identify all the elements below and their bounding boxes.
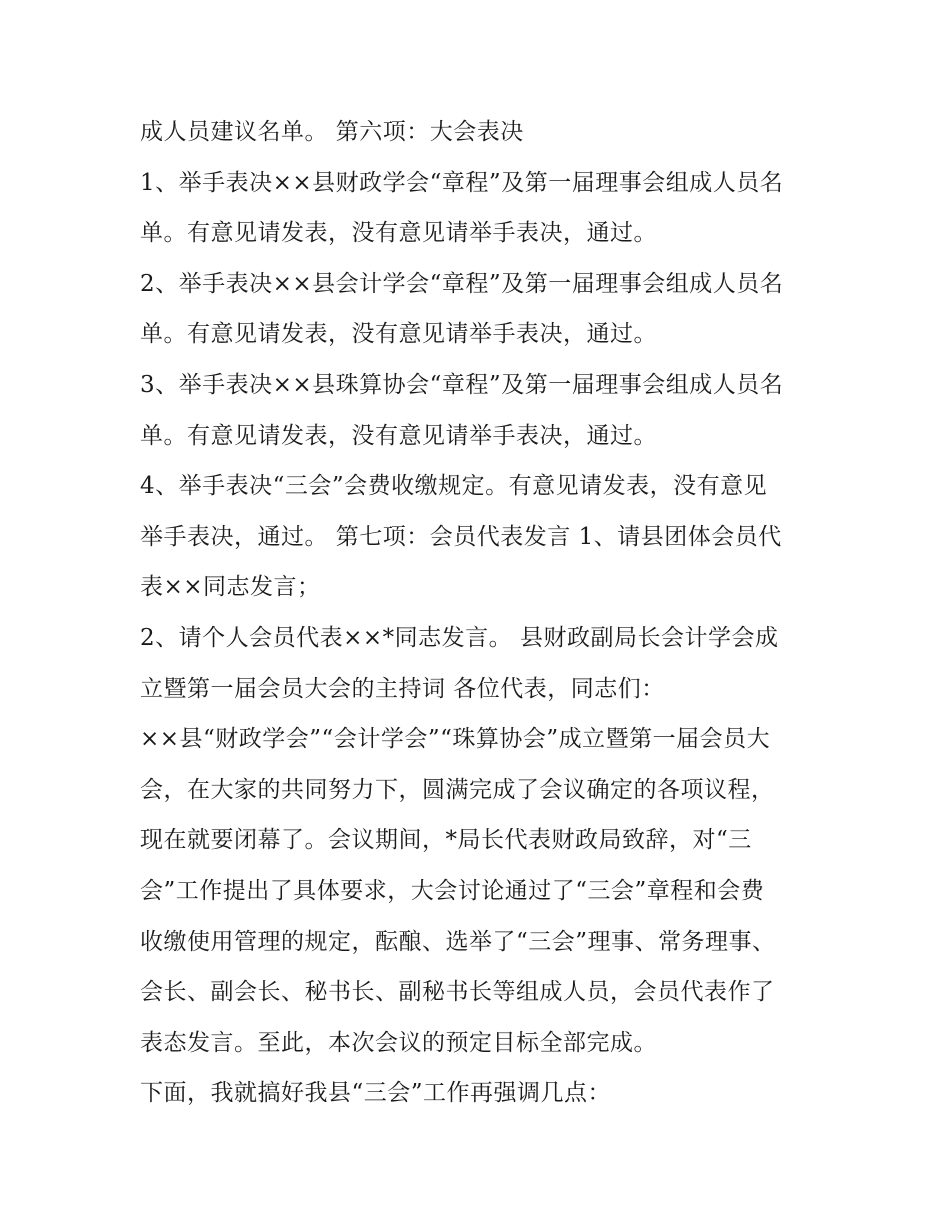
text-line: 收缴使用管理的规定，酝酿、选举了“三会”理事、常务理事、 — [140, 928, 776, 955]
text-line: 表态发言。至此，本次会议的预定目标全部完成。 — [140, 1029, 657, 1056]
text-line: 会，在大家的共同努力下，圆满完成了会议确定的各项议程， — [140, 776, 775, 803]
text-line: 2、请个人会员代表××*同志发言。 县财政副局长会计学会成 — [140, 624, 779, 651]
document-body — [140, 107, 830, 1119]
text-line: ××县“财政学会”“会计学会”“珠算协会”成立暨第一届会员大 — [140, 726, 771, 753]
text-line: 会长、副会长、秘书长、副秘书长等组成人员，会员代表作了 — [140, 979, 775, 1006]
text-line: 4、举手表决“三会”会费收缴规定。有意见请发表，没有意见 — [140, 473, 768, 500]
text-line: 单。有意见请发表，没有意见请举手表决，通过。 — [140, 422, 657, 449]
text-line: 现在就要闭幕了。会议期间，*局长代表财政局致辞，对“三 — [140, 827, 752, 854]
text-line: 表××同志发言； — [140, 574, 321, 601]
text-line: 1、举手表决××县财政学会“章程”及第一届理事会组成人员名 — [140, 169, 784, 196]
text-line: 下面，我就搞好我县“三会”工作再强调几点： — [140, 1080, 612, 1107]
text-line: 3、举手表决××县珠算协会“章程”及第一届理事会组成人员名 — [140, 371, 784, 398]
text-line: 2、举手表决××县会计学会“章程”及第一届理事会组成人员名 — [140, 270, 784, 297]
text-line: 单。有意见请发表，没有意见请举手表决，通过。 — [140, 220, 657, 247]
text-line: 会”工作提出了具体要求，大会讨论通过了“三会”章程和会费 — [140, 877, 765, 904]
text-line: 成人员建议名单。 第六项：大会表决 — [140, 119, 524, 145]
text-line: 单。有意见请发表，没有意见请举手表决，通过。 — [140, 321, 657, 348]
text-line: 举手表决，通过。 第七项：会员代表发言 1、请县团体会员代 — [140, 523, 782, 550]
text-line: 立暨第一届会员大会的主持词 各位代表，同志们： — [140, 675, 665, 702]
